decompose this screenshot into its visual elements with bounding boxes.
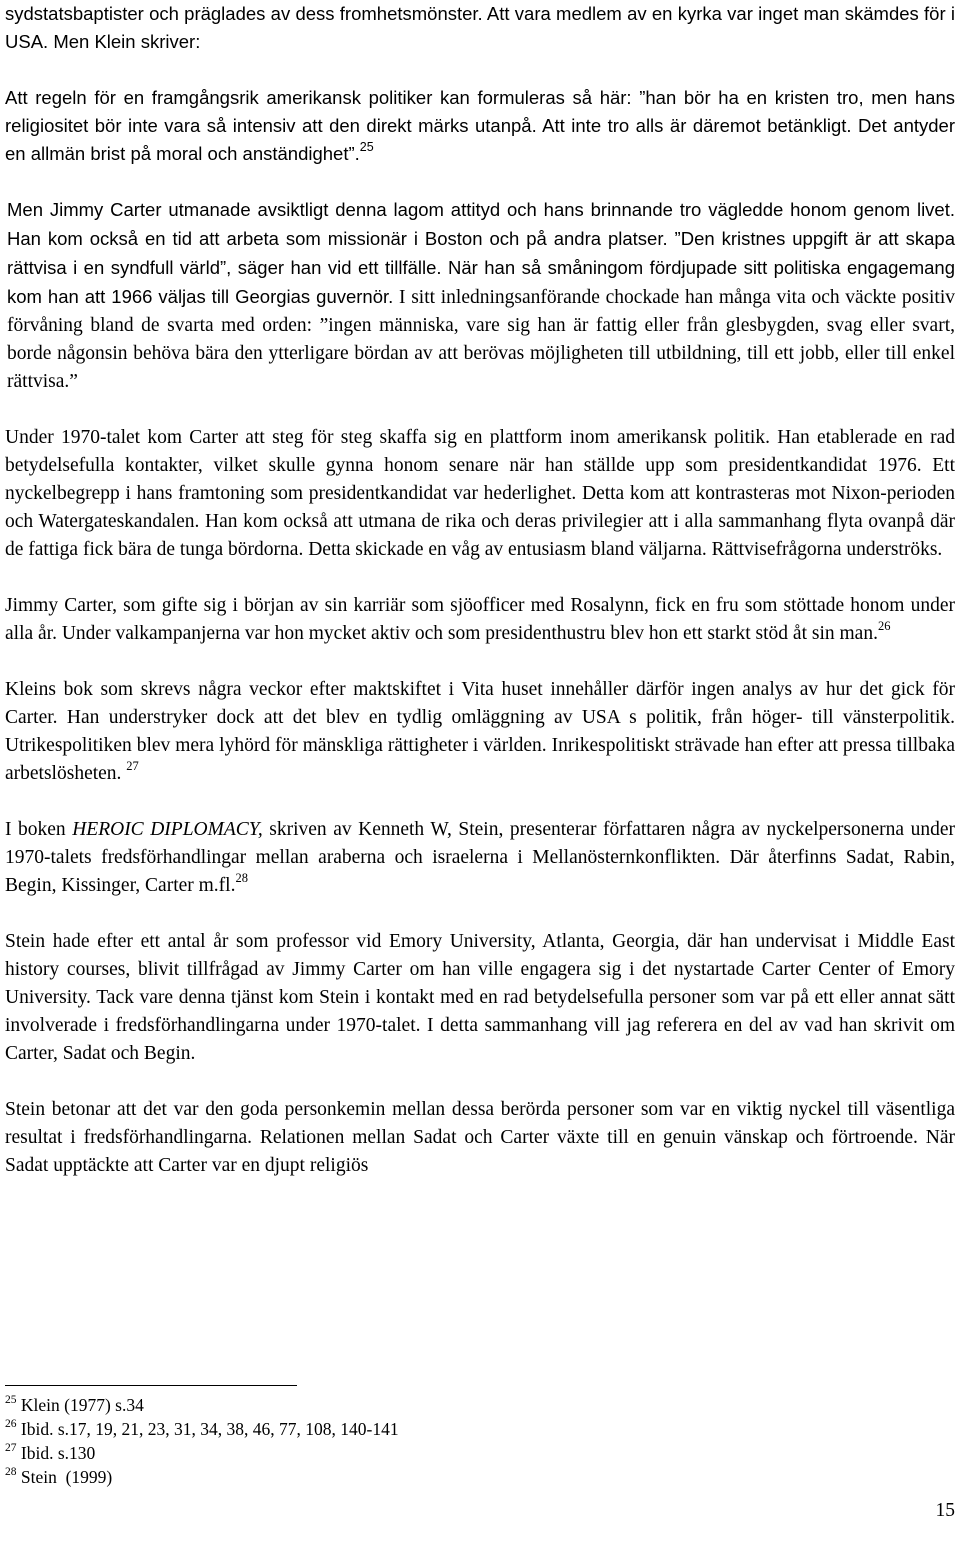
page-number: 15 — [935, 1500, 955, 1521]
paragraph-text: I boken — [5, 819, 73, 840]
paragraph-text: Kleins bok som skrevs några veckor efter maktskiftet i Vita huset innehåller därför ingen analys av hur det gick för Carter. Han understryker dock att det blev en tydlig omläggning av USA s politik, från höger- till vänsterpolitik. Utrikespolitiken blev mera lyhörd för mänskliga rättigheter i världen. Inrikespolitiskt strävade han efter att pressa tillbaka arbetslösheten. — [5, 679, 955, 784]
footnote-ref-26[interactable]: 26 — [877, 619, 891, 633]
footnote-ref-28[interactable]: 28 — [235, 871, 248, 885]
paragraph-text: sydstatsbaptister och präglades av dess fromhetsmönster. Att vara medlem av en kyrka var inget man skämdes för i USA. Men Klein skriver: — [5, 3, 955, 52]
body-text — [5, 0, 955, 1180]
footnote-27 — [5, 1441, 705, 1465]
footnote-number: 27 — [5, 1442, 17, 1454]
paragraph-heroic-diplomacy — [5, 816, 955, 900]
footnote-separator — [5, 1385, 297, 1386]
footnote-text: Ibid. s.17, 19, 21, 23, 31, 34, 38, 46, 77, 108, 140-141 — [20, 1419, 399, 1439]
paragraph-text: Att regeln för en framgångsrik amerikansk politiker kan formuleras så här: ”han bör ha en kristen tro, men hans religiositet bör inte vara så intensiv att den direkt märks utanpå. Att inte tro alls är däremot betänkligt. Det antyder en allmän brist på moral och anständighet”. — [5, 87, 955, 164]
paragraph-klein-quote — [5, 84, 955, 168]
paragraph-text: Stein hade efter ett antal år som professor vid Emory University, Atlanta, Georgia, där han undervisat i Middle East history courses, blivit tillfrågad av Jimmy Carter om han ville engagera sig i det nystartade Carter Center of Emory University. Tack vare denna tjänst kom Stein i kontakt med en rad betydelsefulla personer som var på ett eller annat sätt involverade i fredsförhandlingarna under 1970-talet. I detta sammanhang vill jag referera en del av vad han skrivit om Carter, Sadat och Begin. — [5, 931, 955, 1064]
paragraph-intro — [5, 0, 955, 56]
paragraph-carter-faith — [5, 196, 955, 396]
paragraph-text: skriven av Kenneth W, Stein, presenterar författaren några av nyckelpersonerna under 1970-talets fredsförhandlingar mellan araberna och israelerna i Mellanösternkonflikten. Där återfinns Sadat, Rabin, Begin, Kissinger, Carter m.fl. — [5, 819, 955, 896]
footnote-ref-27[interactable]: 27 — [126, 759, 139, 773]
footnote-text: Stein (1999) — [20, 1467, 113, 1487]
paragraph-stein-emory — [5, 928, 955, 1068]
paragraph-text: Under 1970-talet kom Carter att steg för steg skaffa sig en plattform inom amerikansk politik. Han etablerade en rad betydelsefulla kontakter, vilket skulle gynna honom senare när han ställde upp som presidentkandidat 1976. Ett nyckelbegrepp i hans framtoning som presidentkandidat var hederlighet. Detta kom att kontrasteras mot Nixon-perioden och Watergateskandalen. Han kom också att utmana de rika och deras privilegier att i alla sammanhang flyta ovanpå där de fattiga fick bära de tunga bördorna. Detta skickade en våg av entusiasm bland väljarna. Rättvisefrågorna underströks. — [5, 427, 955, 560]
footnote-number: 26 — [5, 1418, 17, 1430]
paragraph-rosalynn — [5, 592, 955, 648]
footnote-28 — [5, 1465, 705, 1489]
book-title: HEROIC DIPLOMACY, — [72, 819, 263, 840]
footnote-text: Ibid. s.130 — [20, 1443, 96, 1463]
footnote-number: 25 — [5, 1394, 17, 1406]
footnote-25 — [5, 1393, 705, 1417]
footnote-text: Klein (1977) s.34 — [20, 1395, 144, 1415]
paragraph-1970s — [5, 424, 955, 564]
paragraph-text: Men Jimmy Carter utmanade avsiktligt denna lagom attityd och hans brinnande tro vägledde honom genom livet. Han kom också en tid att arbeta som missionär i Boston och på andra platser. ”Den kristnes uppgift är att skapa rättvisa i en syndfull värld”, säger han vid ett tillfälle. När han så småningom fördjupade sitt politiska engagemang kom han att 1966 väljas till Georgias guvernör. — [7, 199, 955, 307]
footnote-26 — [5, 1417, 705, 1441]
footnote-number: 28 — [5, 1466, 17, 1478]
paragraph-text: Jimmy Carter, som gifte sig i början av sin karriär som sjöofficer med Rosalynn, fick en fru som stöttade honom under alla år. Under valkampanjerna var hon mycket aktiv och som presidenthustru blev hon ett starkt stöd åt sin man. — [5, 595, 955, 644]
paragraph-text: Stein betonar att det var den goda personkemin mellan dessa berörda personer som var en viktig nyckel till väsentliga resultat i fredsförhandlingarna. Relationen mellan Sadat och Carter växte till en genuin vänskap och förtroende. När Sadat upptäckte att Carter var en djupt religiös — [5, 1099, 955, 1176]
footnote-ref-25[interactable]: 25 — [359, 140, 374, 154]
paragraph-personkemi — [5, 1096, 955, 1180]
paragraph-klein-book — [5, 676, 955, 788]
footnotes — [5, 1393, 705, 1489]
paragraph-text: I sitt inledningsanförande chockade han många vita och väckte positiv förvåning bland de svarta med orden: ”ingen människa, vare sig han är fattig eller från glesbygden, svag eller svart, borde någonsin behöva bära den ytterligare bördan av att berövas möjligheten till utbildning, till ett jobb, eller till enkel rättvisa.” — [7, 287, 955, 392]
